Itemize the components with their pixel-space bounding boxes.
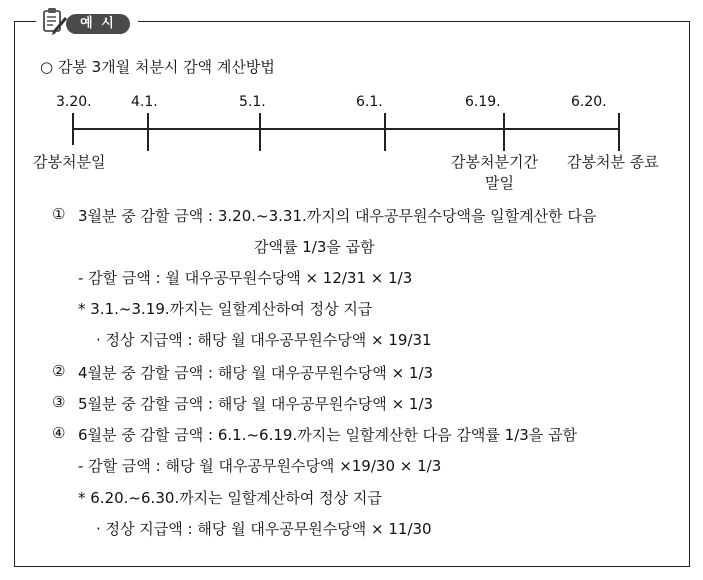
timeline-tick (384, 113, 386, 151)
timeline-tick (72, 113, 74, 145)
timeline-date: 6.1. (356, 94, 383, 110)
item-text: 3월분 중 감할 금액 : 3.20.~3.31.까지의 대우공무원수당액을 일할계산한 다음 (78, 207, 597, 225)
timeline-start-label: 감봉처분일 (33, 153, 106, 171)
item-text: 4월분 중 감할 금액 : 해당 월 대우공무원수당액 × 1/3 (78, 364, 434, 382)
timeline-tick (259, 113, 261, 151)
timeline-date: 6.20. (571, 94, 607, 110)
timeline-tick (618, 113, 620, 151)
timeline-date: 6.19. (465, 94, 501, 110)
timeline-tick (147, 113, 149, 151)
item-number: ② (52, 362, 66, 380)
example-tag (36, 6, 138, 36)
timeline-period-end-label-2: 말일 (485, 174, 514, 192)
timeline-end-label: 감봉처분 종료 (567, 153, 659, 171)
dash-detail: - 감할 금액 : 해당 월 대우공무원수당액 ×19/30 × 1/3 (78, 457, 442, 475)
item-text-continued: 감액률 1/3을 곱함 (254, 238, 375, 256)
item-number: ④ (52, 424, 66, 442)
item-number: ① (52, 205, 66, 223)
item-text: 5월분 중 감할 금액 : 해당 월 대우공무원수당액 × 1/3 (78, 395, 434, 413)
item-number: ③ (52, 393, 66, 411)
section-title: ○ 감봉 3개월 처분시 감액 계산방법 (40, 58, 275, 76)
timeline-date: 4.1. (131, 94, 158, 110)
dash-detail: - 감할 금액 : 월 대우공무원수당액 × 12/31 × 1/3 (78, 269, 413, 287)
dot-detail: · 정상 지급액 : 해당 월 대우공무원수당액 × 11/30 (96, 520, 432, 538)
timeline-tick (503, 113, 505, 151)
item-text: 6월분 중 감할 금액 : 6.1.~6.19.까지는 일할계산한 다음 감액률 1/3을 곱함 (78, 426, 578, 444)
timeline-axis (72, 128, 620, 130)
star-note: * 3.1.~3.19.까지는 일할계산하여 정상 지급 (78, 300, 373, 318)
dot-detail: · 정상 지급액 : 해당 월 대우공무원수당액 × 19/31 (96, 331, 432, 349)
timeline-period-end-label: 감봉처분기간 (451, 153, 538, 171)
timeline-date: 3.20. (56, 94, 92, 110)
timeline-date: 5.1. (239, 94, 266, 110)
star-note: * 6.20.~6.30.까지는 일할계산하여 정상 지급 (78, 489, 382, 507)
example-label: 예 시 (66, 14, 130, 34)
